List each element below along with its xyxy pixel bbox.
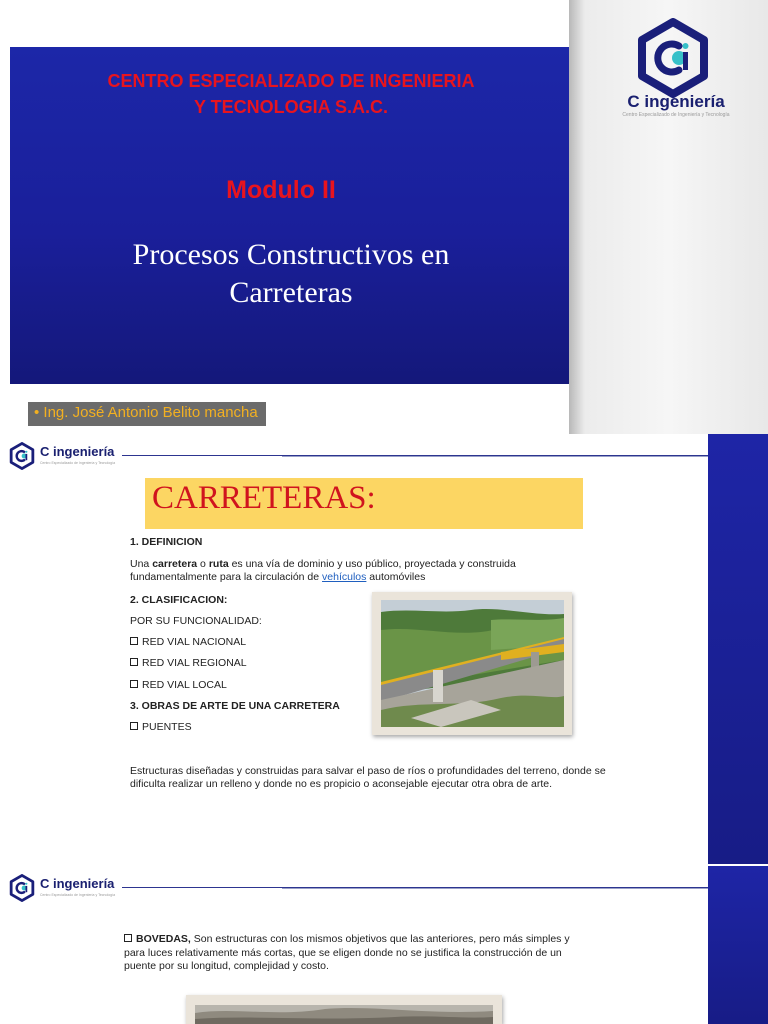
bridge-photo: [381, 600, 564, 727]
vehicles-link[interactable]: vehículos: [322, 571, 367, 583]
organization-name: [10, 68, 572, 120]
vault-photo: [195, 1005, 493, 1024]
company-logo-icon: [8, 442, 36, 470]
checkbox-bullet-icon: [130, 680, 138, 688]
presentation-title-line2: Carreteras: [229, 276, 353, 309]
header-divider-accent: [282, 888, 708, 889]
brand-tagline: Centro Especializado de Ingeniería y Tecnología: [40, 461, 116, 465]
presentation-title: [10, 236, 572, 312]
brand-name: C ingeniería: [40, 444, 115, 459]
company-logo-icon: [8, 874, 36, 902]
brand-tagline: Centro Especializado de Ingeniería y Tecnología: [40, 893, 116, 897]
module-label: Modulo II: [226, 176, 336, 204]
header-divider-accent: [282, 456, 708, 457]
definition-text: Una carretera o ruta es una vía de dominio y uso público, proyectada y construida fundamentalmente para la circulación de vehículos automóviles: [130, 558, 516, 583]
list-item: RED VIAL LOCAL: [130, 679, 227, 692]
works-heading: 3. OBRAS DE ARTE DE UNA CARRETERA: [130, 700, 340, 712]
organization-name-line1: CENTRO ESPECIALIZADO DE INGENIERIA: [107, 71, 475, 91]
checkbox-bullet-icon: [130, 722, 138, 730]
presentation-title-line1: Procesos Constructivos en: [132, 238, 450, 271]
brand-name: C ingeniería: [627, 92, 725, 111]
structures-description: Estructuras diseñadas y construidas para salvar el paso de ríos o profundidades del terreno, donde se dificulta realizar un relleno y donde no es propicio o aconsejable ejecutar otra obra de arte.: [130, 765, 606, 790]
list-item: RED VIAL REGIONAL: [130, 657, 247, 670]
slide-3-side-bar: [708, 866, 768, 1024]
brand-name: C ingeniería: [40, 876, 115, 891]
checkbox-bullet-icon: [130, 658, 138, 666]
brand-tagline: Centro Especializado de Ingeniería y Tecnología: [622, 112, 730, 118]
classification-heading: 2. CLASIFICACION:: [130, 594, 228, 606]
vaults-description: BOVEDAS, Son estructuras con los mismos objetivos que las anteriores, pero más simples y para luces relativamente más cortas, que se eligen donde no se justifica la construcción de un puente por su longitud, complejidad y costo.: [124, 933, 570, 972]
company-logo-icon: [633, 18, 713, 98]
list-item: PUENTES: [130, 721, 192, 734]
definition-heading: 1. DEFINICION: [130, 536, 203, 548]
checkbox-bullet-icon: [124, 934, 132, 942]
functionality-label: POR SU FUNCIONALIDAD:: [130, 615, 262, 627]
list-item: RED VIAL NACIONAL: [130, 636, 246, 649]
slide-2-side-bar: [708, 434, 768, 864]
author-name: • Ing. José Antonio Belito mancha: [28, 402, 266, 426]
checkbox-bullet-icon: [130, 637, 138, 645]
organization-name-line2: Y TECNOLOGIA S.A.C.: [193, 97, 389, 117]
slide-title: CARRETERAS:: [152, 480, 376, 516]
